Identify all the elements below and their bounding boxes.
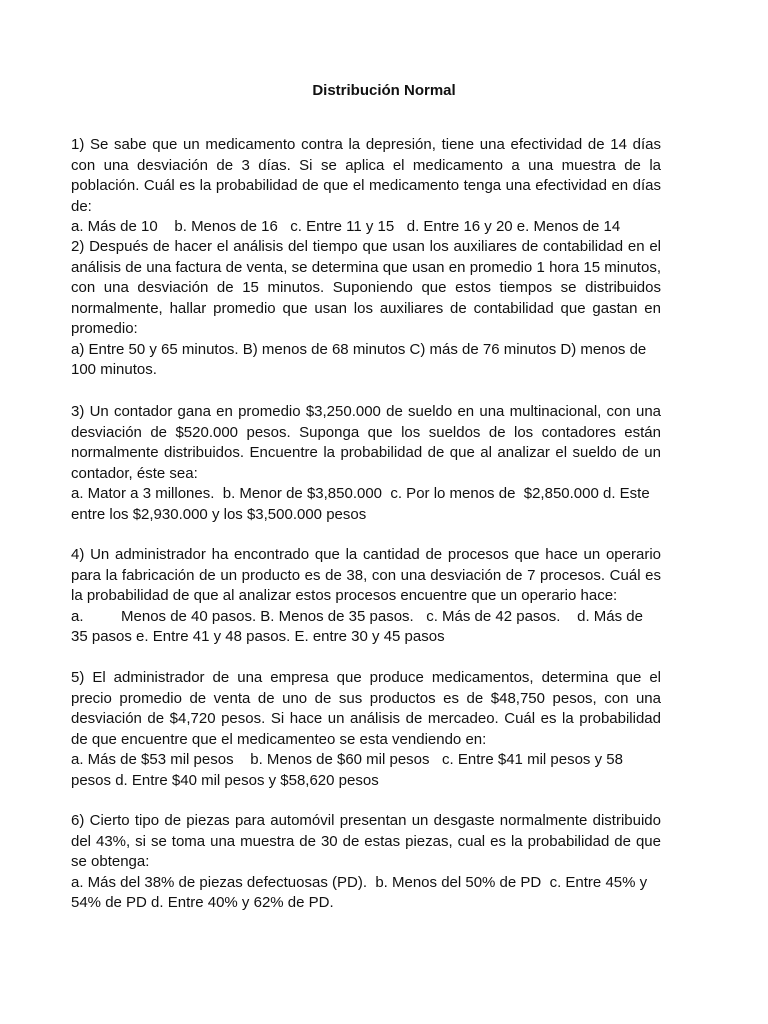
problem-4-options: a. Menos de 40 pasos. B. Menos de 35 pasos. c. Más de 42 pasos. d. Más de 35 pasos e. Entre 41 y 48 pasos. E. entre 30 y 45 pasos — [71, 607, 648, 645]
problem-2 — [71, 237, 661, 381]
problem-6 — [71, 811, 661, 914]
problem-3-statement: 3) Un contador gana en promedio $3,250.000 de sueldo en una multinacional, con una desviación de $520.000 pesos. Suponga que los sueldos de los contadores están normalmente distribuidos. Encuentre la probabilidad de que al analizar el sueldo de un contador, éste sea: — [71, 403, 661, 482]
problem-6-options: a. Más del 38% de piezas defectuosas (PD). b. Menos del 50% de PD c. Entre 45% y 54% de PD d. Entre 40% y 62% de PD. — [71, 873, 652, 911]
problem-2-statement: 2) Después de hacer el análisis del tiempo que usan los auxiliares de contabilidad en el análisis de una factura de venta, se determina que usan en promedio 1 hora 15 minutos, con una desviación de 15 minutos. Suponiendo que estos tiempos se distribuidos normalmente, hallar promedio que usan los auxiliares de contabilidad que gastan en promedio: — [71, 238, 661, 337]
problem-1 — [71, 135, 661, 238]
problem-1-statement: 1) Se sabe que un medicamento contra la depresión, tiene una efectividad de 14 días con una desviación de 3 días. Si se aplica el medicamento a una muestra de la población. Cuál es la probabilidad de que el medicamento tenga una efectividad en días de: — [71, 136, 661, 215]
problem-4 — [71, 545, 661, 648]
problem-5-statement: 5) El administrador de una empresa que produce medicamentos, determina que el precio promedio de venta de uno de sus productos es de $48,750 pesos, con una desviación de $4,720 pesos. Si hace un análisis de mercadeo. Cuál es la probabilidad de que encuentre que el medicamenteo se esta vendiendo en: — [71, 669, 661, 748]
problem-3 — [71, 402, 661, 525]
problem-2-options: a) Entre 50 y 65 minutos. B) menos de 68 minutos C) más de 76 minutos D) menos de 100 minutos. — [71, 340, 651, 378]
problem-1-options: a. Más de 10 b. Menos de 16 c. Entre 11 y 15 d. Entre 16 y 20 e. Menos de 14 — [71, 218, 621, 235]
problem-5 — [71, 668, 661, 791]
page-title: Distribución Normal — [312, 82, 456, 99]
problem-3-options: a. Mator a 3 millones. b. Menor de $3,850.000 c. Por lo menos de $2,850.000 d. Este entre los $2,930.000 y los $3,500.000 pesos — [71, 485, 654, 523]
problem-4-statement: 4) Un administrador ha encontrado que la cantidad de procesos que hace un operario para la fabricación de un producto es de 38, con una desviación de 7 procesos. Cuál es la probabilidad de que al analizar estos procesos encuentre que un operario hace: — [71, 546, 661, 604]
problem-5-options: a. Más de $53 mil pesos b. Menos de $60 mil pesos c. Entre $41 mil pesos y 58 pesos d. Entre $40 mil pesos y $58,620 pesos — [71, 751, 628, 789]
problem-6-statement: 6) Cierto tipo de piezas para automóvil presentan un desgaste normalmente distribuido del 43%, si se toma una muestra de 30 de estas piezas, cual es la probabilidad de que se obtenga: — [71, 812, 661, 870]
